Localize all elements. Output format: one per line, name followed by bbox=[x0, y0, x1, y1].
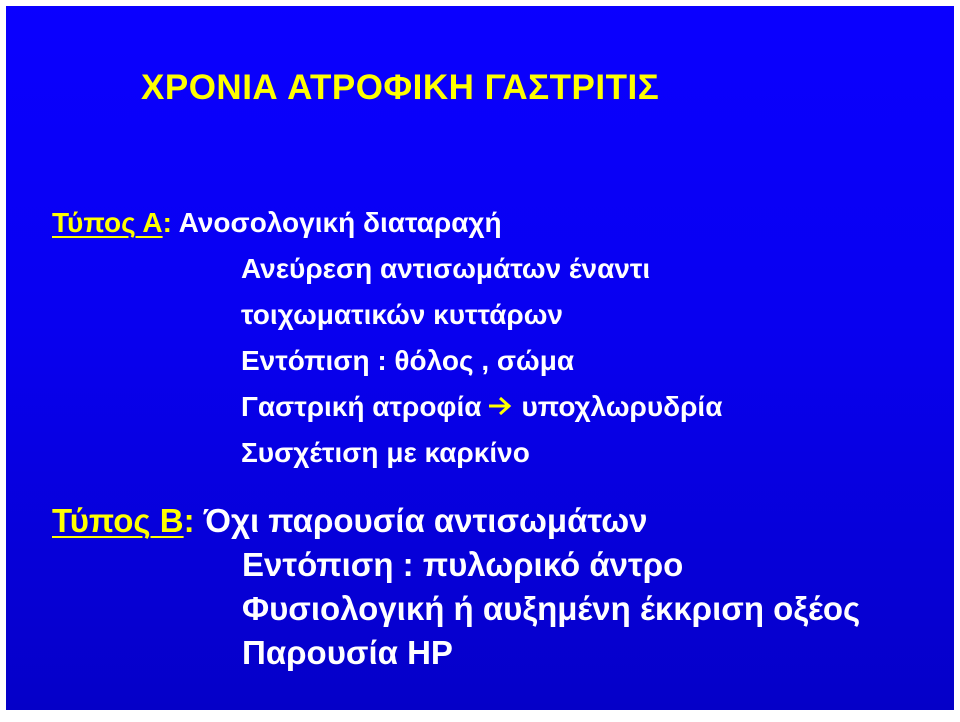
type-a-colon: : bbox=[162, 207, 172, 238]
type-a-line-antibodies: Ανεύρεση αντισωμάτων έναντι bbox=[241, 253, 651, 284]
type-a-heading-row bbox=[52, 200, 722, 246]
type-a-line-parietal-cells: τοιχωματικών κυττάρων bbox=[241, 299, 563, 330]
slide-title: ΧΡΟΝΙΑ ΑΤΡΟΦΙΚΗ ΓΑΣΤΡΙΤΙΣ bbox=[141, 68, 660, 107]
right-arrow-icon bbox=[487, 385, 513, 431]
type-a-line-atrophy bbox=[52, 384, 722, 430]
type-a-label: Τύπος Α bbox=[52, 207, 163, 238]
type-a-line-location: Εντόπιση : θόλος , σώμα bbox=[241, 345, 575, 376]
type-b-line-hp: Παρουσία HP bbox=[242, 634, 453, 671]
type-b-label: Τύπος Β bbox=[52, 502, 184, 539]
type-b-line-secretion: Φυσιολογική ή αυξημένη έκκριση οξέος bbox=[242, 590, 861, 627]
type-a-section bbox=[52, 200, 722, 476]
type-b-section bbox=[52, 499, 860, 675]
type-b-line-location: Εντόπιση : πυλωρικό άντρο bbox=[242, 546, 684, 583]
slide bbox=[6, 6, 954, 710]
atrophy-result: υποχλωρυδρία bbox=[521, 391, 723, 422]
type-a-first-line: Ανοσολογική διαταραχή bbox=[171, 207, 502, 238]
type-b-first-line: Όχι παρουσία αντισωμάτων bbox=[194, 502, 648, 539]
type-b-colon: : bbox=[183, 502, 195, 539]
type-b-heading-row bbox=[52, 499, 860, 543]
type-a-line-cancer: Συσχέτιση με καρκίνο bbox=[241, 437, 530, 468]
atrophy-text: Γαστρική ατροφία bbox=[241, 391, 482, 422]
